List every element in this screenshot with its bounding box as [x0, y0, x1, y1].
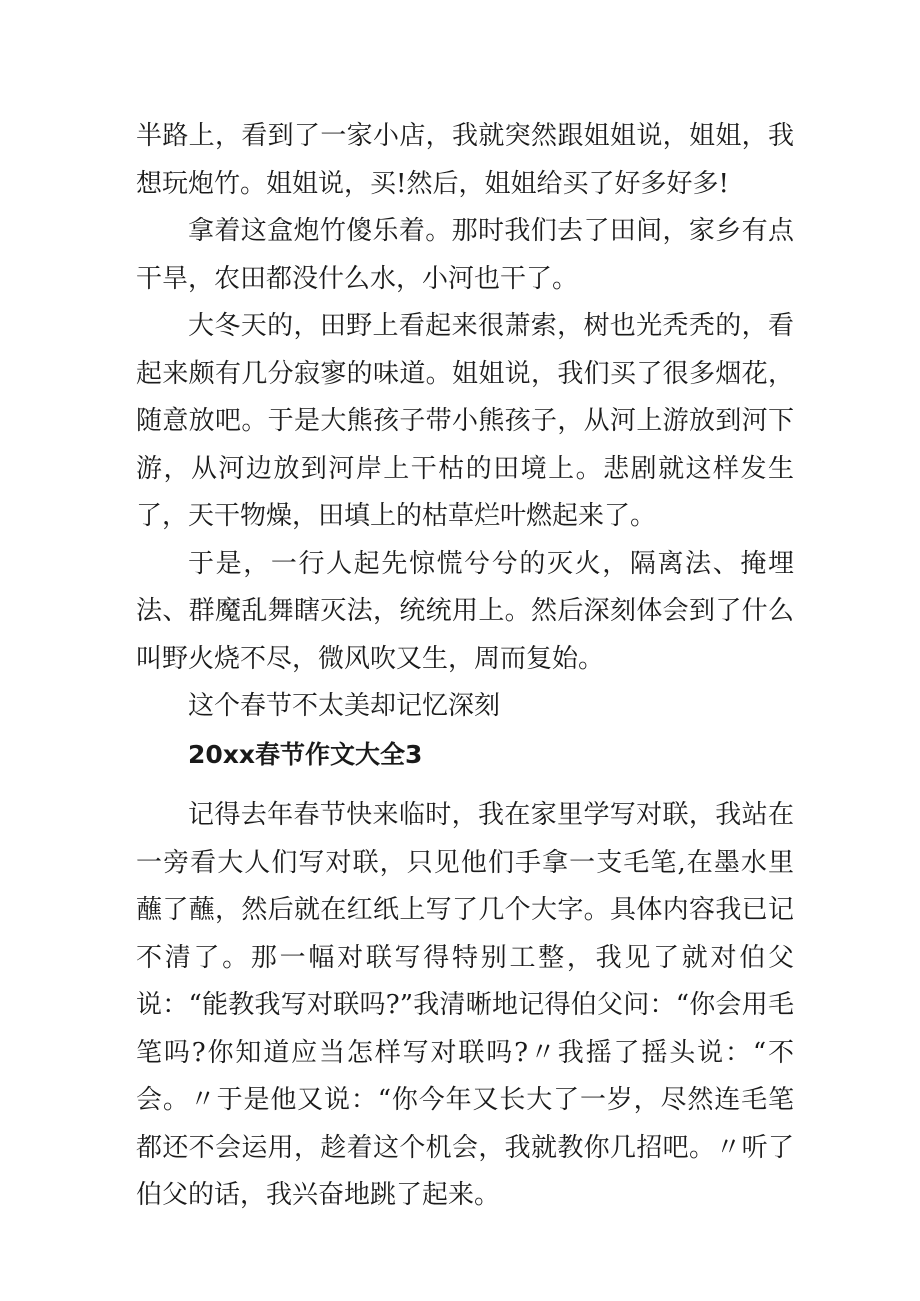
paragraph-6: 记得去年春节快来临时，我在家里学写对联，我站在一旁看大人们写对联，只见他们手拿一支毛笔,在墨水里蘸了蘸，然后就在红纸上写了几个大字。具体内容我已记不清了。那一幅对联写得特别工整，我见了就对伯父说：“能教我写对联吗?”我清晰地记得伯父问：“你会用毛笔吗?你知道应当怎样写对联吗?〃我摇了摇头说：“不会。〃于是他又说：“你今年又长大了一岁，尽然连毛笔都还不会运用，趁着这个机会，我就教你几招吧。〃听了伯父的话，我兴奋地跳了起来。: [136, 800, 794, 1210]
section-heading: 20xx春节作文大全3: [188, 739, 423, 769]
paragraph-5: 这个春节不太美却记忆深刻: [188, 691, 501, 721]
paragraph-1: 半路上，看到了一家小店，我就突然跟姐姐说，姐姐，我想玩炮竹。姐姐说，买!然后，姐姐给买了好多好多!: [136, 121, 794, 199]
paragraph-4: 于是，一行人起先惊慌兮兮的灭火，隔离法、掩埋法、群魔乱舞瞎灭法，统统用上。然后深刻体会到了什么叫野火烧不尽，微风吹又生，周而复始。: [136, 548, 794, 674]
spacer: [136, 778, 794, 792]
document-body: [136, 113, 794, 1220]
paragraph-2: 拿着这盒炮竹傻乐着。那时我们去了田间，家乡有点干旱，农田都没什么水，小河也干了。: [136, 216, 794, 294]
paragraph-3: 大冬天的，田野上看起来很萧索，树也光秃秃的，看起来颇有几分寂寥的味道。姐姐说，我们买了很多烟花，随意放吧。于是大熊孩子带小熊孩子，从河上游放到河下游，从河边放到河岸上干枯的田境上。悲剧就这样发生了，天干物燥，田填上的枯草烂叶燃起来了。: [136, 311, 794, 531]
